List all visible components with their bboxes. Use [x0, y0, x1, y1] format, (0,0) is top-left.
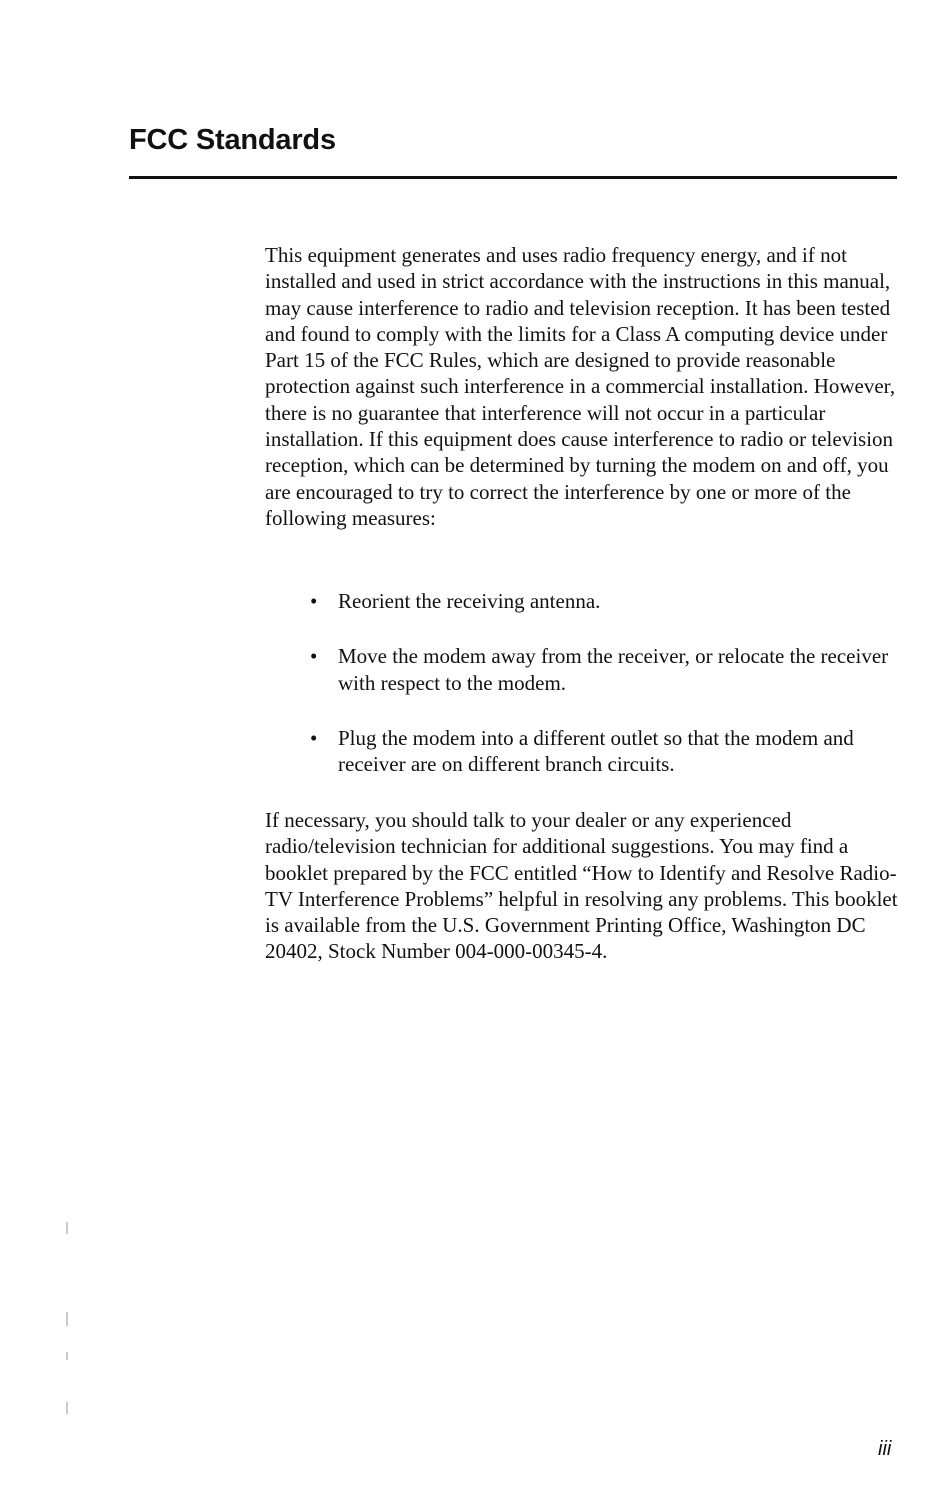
page-title: FCC Standards: [129, 124, 336, 156]
scan-artifact: [66, 1402, 68, 1414]
bullet-icon: •: [310, 644, 318, 669]
bullet-icon: •: [310, 725, 318, 750]
measure-text: Plug the modem into a different outlet so that the modem and receiver are on different branch circuits.: [338, 725, 854, 777]
measures-list: [310, 588, 900, 806]
list-item: [310, 588, 900, 614]
scan-artifact: [66, 1222, 68, 1234]
intro-paragraph: This equipment generates and uses radio frequency energy, and if not installed and used in strict accordance with the instructions in this manual, may cause interference to radio and television reception. It has been tested and found to comply with the limits for a Class A computing device under Part 15 of the FCC Rules, which are designed to provide reasonable protection against such interference in a commercial installation. However, there is no guarantee that interference will not occur in a particular installation. If this equipment does cause interference to radio or television reception, which can be determined by turning the modem on and off, you are encouraged to try to correct the interference by one or more of the following measures:: [265, 243, 896, 530]
closing-paragraph: If necessary, you should talk to your dealer or any experienced radio/television technician for additional suggestions. You may find a booklet prepared by the FCC entitled “How to Identify and Resolve Radio-TV Interference Problems” helpful in resolving any problems. This booklet is available from the U.S. Government Printing Office, Washington DC 20402, Stock Number 004-000-00345-4.: [265, 808, 898, 964]
list-item: [310, 643, 900, 696]
scan-artifact: [66, 1352, 68, 1360]
measure-text: Move the modem away from the receiver, or relocate the receiver with respect to the modem.: [338, 644, 889, 695]
page-number: iii: [878, 1438, 892, 1460]
bullet-icon: •: [310, 589, 318, 613]
measure-text: Reorient the receiving antenna.: [338, 589, 601, 613]
list-item: [310, 725, 900, 778]
title-rule: [129, 176, 897, 179]
scan-artifact: [66, 1312, 68, 1326]
